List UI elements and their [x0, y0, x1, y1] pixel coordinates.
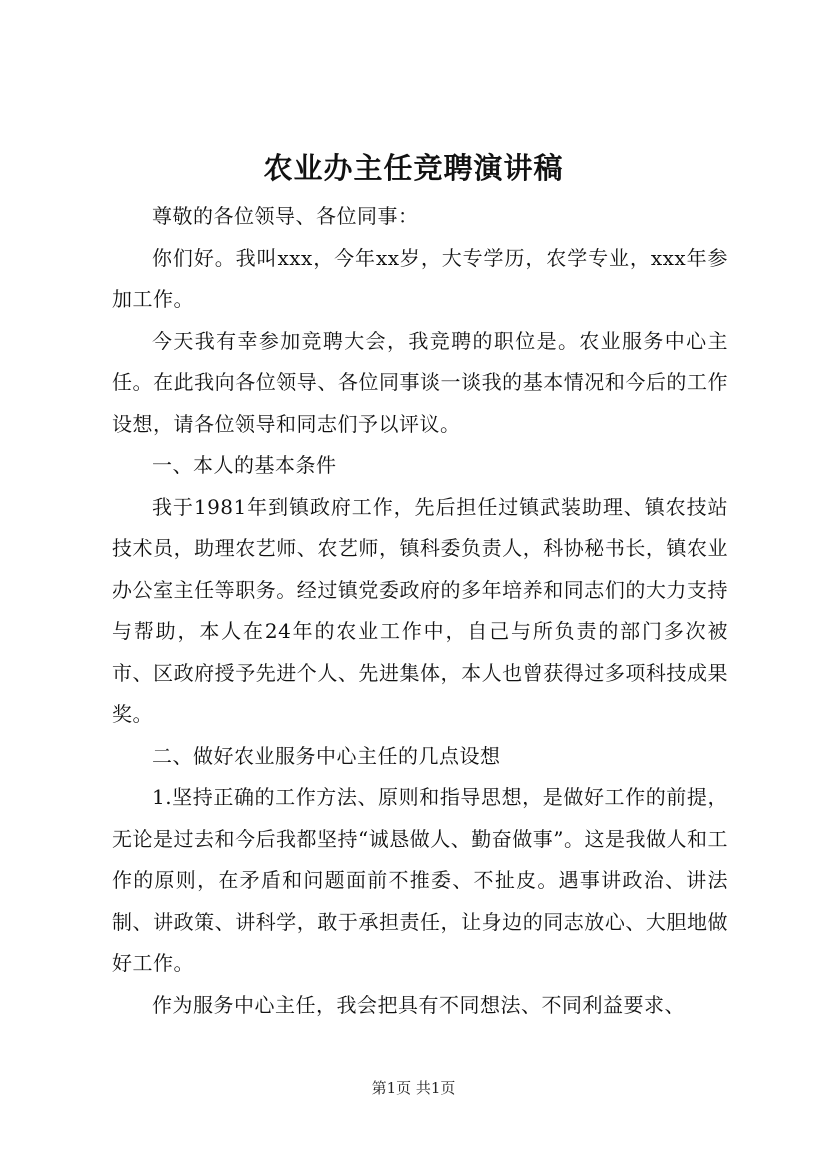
document-body	[112, 196, 728, 1026]
section-heading-plans: 二、做好农业服务中心主任的几点设想	[152, 743, 501, 768]
paragraph-salutation: 尊敬的各位领导、各位同事：	[152, 204, 419, 228]
document-title: 农业办主任竞聘演讲稿	[263, 151, 564, 185]
paragraph-work-history: 我于1981年到镇政府工作，先后担任过镇武装助理、镇农技站技术员，助理农艺师、农艺师，镇科委负责人，科协秘书长，镇农业办公室主任等职务。经过镇党委政府的多年培养和同志们的大力支持与帮助，本人在24年的农业工作中，自己与所负责的部门多次被市、区政府授予先进个人、先进集体，本人也曾获得过多项科技成果奖。	[112, 494, 728, 726]
paragraph-service-center: 作为服务中心主任，我会把具有不同想法、不同利益要求、	[152, 992, 685, 1017]
section-heading-basic-conditions: 一、本人的基本条件	[152, 453, 337, 477]
paragraph-plan-one: 1.坚持正确的工作方法、原则和指导思想，是做好工作的前提，无论是过去和今后我都坚持“诚恳做人、勤奋做事”。这是我做人和工作的原则，在矛盾和问题面前不推委、不扯皮。遇事讲政治、讲法制、讲政策、讲科学，敢于承担责任，让身边的同志放心、大胆地做好工作。	[112, 785, 728, 975]
page-footer: 第1页 共1页	[371, 1079, 456, 1097]
paragraph-self-introduction: 你们好。我叫xxx，今年xx岁，大专学历，农学专业，xxx年参加工作。	[112, 245, 728, 311]
paragraph-position: 今天我有幸参加竞聘大会，我竞聘的职位是。农业服务中心主任。在此我向各位领导、各位同事谈一谈我的基本情况和今后的工作设想，请各位领导和同志们予以评议。	[112, 328, 728, 436]
